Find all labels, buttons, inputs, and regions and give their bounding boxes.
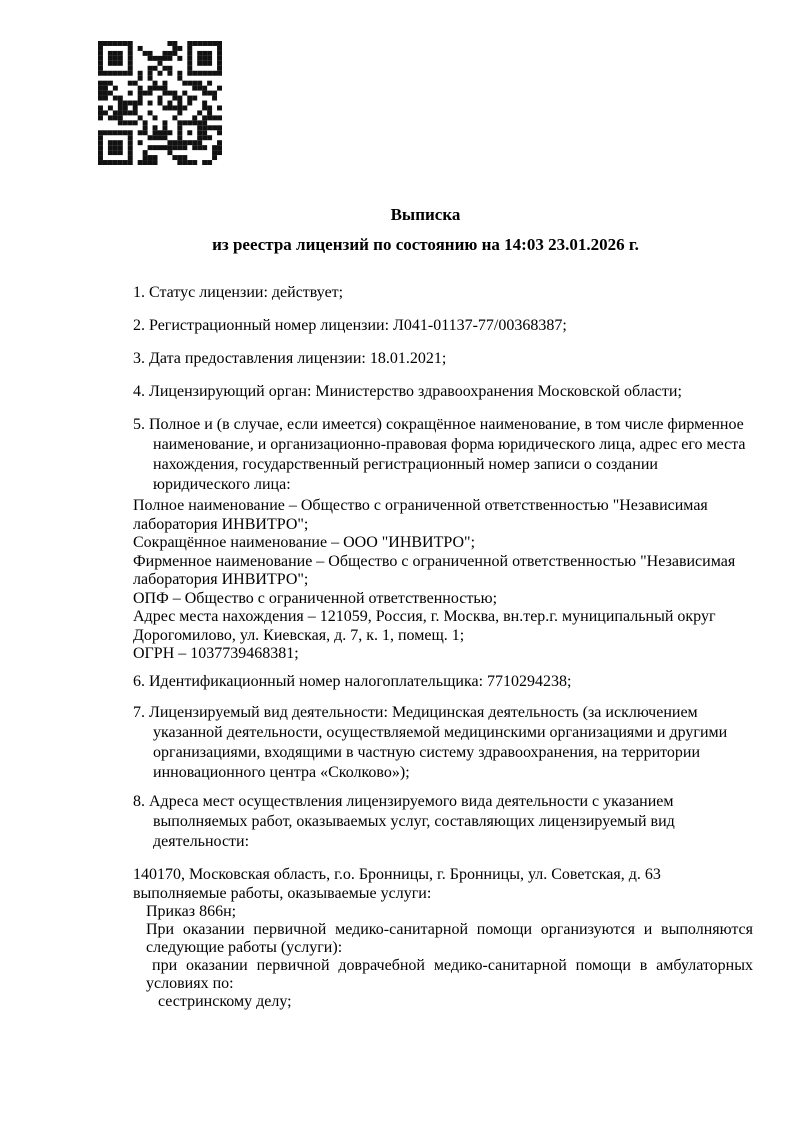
primary-care-works: При оказании первичной медико-санитарной помощи организуются и выполняются следующие работы (услуги):: [146, 920, 753, 956]
works-label: выполняемые работы, оказываемые услуги:: [133, 884, 432, 902]
item-registration-number: 2. Регистрационный номер лицензии: Л041-01137-77/00368387;: [133, 317, 567, 334]
location-address: 140170, Московская область, г.о. Бронницы, г. Бронницы, ул. Советская, д. 63: [133, 865, 661, 883]
works-list: [133, 903, 753, 1011]
nursing-work-item: сестринскому делу;: [158, 992, 292, 1010]
item-licensing-authority: 4. Лицензирующий орган: Министерство здравоохранения Московской области;: [133, 383, 682, 400]
document-subtitle: из реестра лицензий по состоянию на 14:03 23.01.2026 г.: [212, 235, 639, 254]
org-full-name: Полное наименование – Общество с ограниченной ответственностью "Независимая лаборатория ИНВИТРО";: [133, 497, 708, 533]
item-organization-names-heading: 5. Полное и (в случае, если имеется) сокращённое наименование, в том числе фирменное наименование, и организационно-правовая форма юридического лица, адрес его места нахождения, государственный регистрационный номер записи о создании юридического лица:: [133, 416, 746, 493]
org-address: Адрес места нахождения – 121059, Россия, г. Москва, вн.тер.г. муниципальный округ Дорогомилово, ул. Киевская, д. 7, к. 1, помещ. 1;: [133, 608, 716, 644]
pre-doctor-care-works: при оказании первичной доврачебной медико-санитарной помощи в амбулаторных условиях по:: [146, 956, 753, 992]
org-brand-name: Фирменное наименование – Общество с ограниченной ответственностью "Независимая лаборатория ИНВИТРО";: [133, 552, 736, 588]
item-activity-type: 7. Лицензируемый вид деятельности: Медицинская деятельность (за исключением указанной деятельности, осуществляемой медицинскими организациями и другими организациями, входящими в частную систему здравоохранения, на территории инновационного центра «Сколково»);: [133, 703, 728, 781]
org-short-name: Сокращённое наименование – ООО "ИНВИТРО";: [133, 534, 476, 551]
document-body: [133, 203, 753, 1011]
item-activity-addresses-heading: 8. Адреса мест осуществления лицензируемого вида деятельности с указанием выполняемых работ, оказываемых услуг, составляющих лицензируемый вид деятельности:: [133, 792, 675, 850]
item-taxpayer-number: 6. Идентификационный номер налогоплательщика: 7710294238;: [133, 672, 572, 690]
item-license-status: 1. Статус лицензии: действует;: [133, 284, 344, 301]
org-ogrn: ОГРН – 1037739468381;: [133, 645, 299, 662]
item-grant-date: 3. Дата предоставления лицензии: 18.01.2021;: [133, 350, 447, 367]
title-block: [133, 203, 718, 257]
document-title: Выписка: [390, 205, 461, 224]
organization-details: [133, 497, 753, 664]
org-legal-form: ОПФ – Общество с ограниченной ответственностью;: [133, 589, 498, 607]
order-reference: Приказ 866н;: [146, 902, 237, 920]
qr-code: [98, 41, 222, 165]
